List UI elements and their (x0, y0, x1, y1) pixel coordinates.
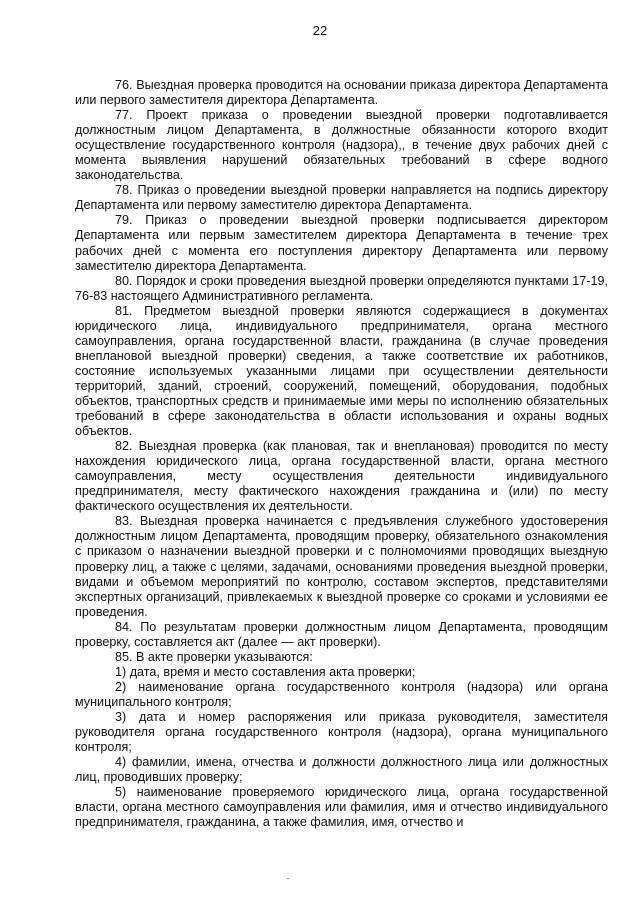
paragraph-82: 82. Выездная проверка (как плановая, так и внеплановая) проводится по месту нахождения юридического лица, органа государственной власти, органа местного самоуправления, месту осуществления деятельности индивидуального предпринимателя, месту фактического нахождения гражданина и (или) по месту фактического осуществления их деятельности. (75, 439, 608, 514)
list-item-4: 4) фамилии, имена, отчества и должности должностного лица или должностных лиц, проводивших проверку; (75, 755, 608, 785)
paragraph-77: 77. Проект приказа о проведении выездной проверки подготавливается должностным лицом Департамента, в должностные обязанности которого входит осуществление государственного контроля (надзора),, в течение двух рабочих дней с момента выявления нарушений обязательных требований в сфере водного законодательства. (75, 108, 608, 183)
paragraph-78: 78. Приказ о проведении выездной проверки направляется на подпись директору Департамента или первому заместителю директора Департамента. (75, 183, 608, 213)
paragraph-81: 81. Предметом выездной проверки являются содержащиеся в документах юридического лица, индивидуального предпринимателя, органа местного самоуправления, органа государственной власти, гражданина (в случае проведения внеплановой выездной проверки) сведения, а также соответствие их работников, состояние используемых указанными лицами при осуществлении деятельности территорий, зданий, строений, сооружений, помещений, оборудования, подобных объектов, транспортных средств и принимаемые ими меры по исполнению обязательных требований в сфере законодательства в области использования и охраны водных объектов. (75, 303, 608, 439)
page-number: 22 (312, 23, 328, 38)
scan-speck (287, 878, 289, 879)
paragraph-85: 85. В акте проверки указываются: (115, 649, 313, 664)
paragraph-83: 83. Выездная проверка начинается с предъявления служебного удостоверения должностным лицом Департамента, проводящим проверку, обязательного ознакомления с приказом о назначении выездной проверки и с полномочиями проводящих выездную проверку лиц, а также с целями, задачами, основаниями проведения выездной проверки, видами и объемом мероприятий по контролю, составом экспертов, представителями экспертных организаций, привлекаемых к выездной проверке со сроками и условиями ее проведения. (75, 514, 608, 619)
paragraph-84: 84. По результатам проверки должностным лицом Департамента, проводящим проверку, составляется акт (далее — акт проверки). (75, 619, 608, 649)
list-item-3: 3) дата и номер распоряжения или приказа руководителя, заместителя руководителя органа государственного контроля (надзора), органа муниципального контроля; (75, 709, 608, 755)
list-item-1: 1) дата, время и место составления акта проверки; (115, 664, 416, 679)
paragraph-80: 80. Порядок и сроки проведения выездной проверки определяются пунктами 17-19, 76-83 настоящего Административного регламента. (75, 273, 608, 303)
list-item-2: 2) наименование органа государственного контроля (надзора) или органа муниципального контроля; (75, 679, 608, 709)
paragraph-79: 79. Приказ о проведении выездной проверки подписывается директором Департамента или первым заместителем директора Департамента в течение трех рабочих дней с момента его поступления директору Департамента или первому заместителю директора Департамента. (75, 213, 608, 273)
document-body (75, 78, 608, 830)
paragraph-76: 76. Выездная проверка проводится на основании приказа директора Департамента или первого заместителя директора Департамента. (75, 78, 608, 108)
list-item-5: 5) наименование проверяемого юридического лица, органа государственной власти, органа местного самоуправления или фамилия, имя и отчество индивидуального предпринимателя, гражданина, а также фамилия, имя, отчество и (75, 785, 608, 830)
